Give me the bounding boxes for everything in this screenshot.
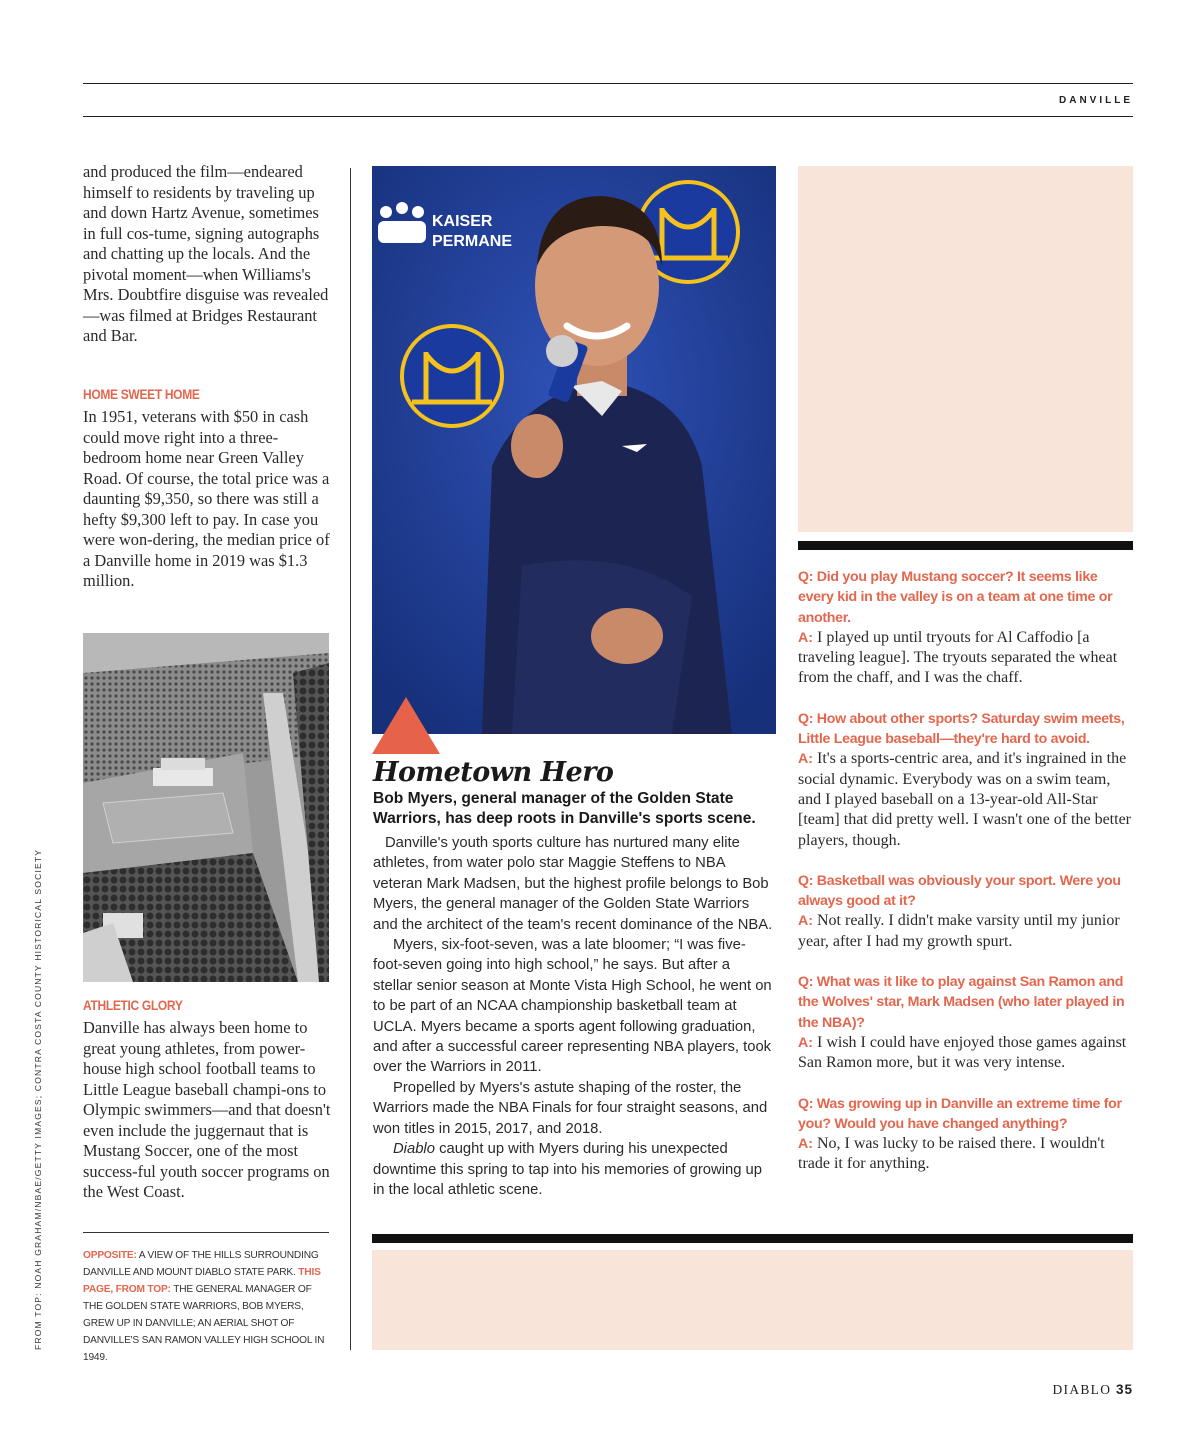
answer-label: A: (798, 913, 813, 930)
pink-panel-top (798, 166, 1133, 532)
feature-deck: Bob Myers, general manager of the Golden State Warriors, has deep roots in Danville's sports scene. (373, 790, 756, 827)
magazine-name-italic: Diablo (393, 1141, 435, 1158)
answer-3 (798, 911, 1134, 952)
sponsor-text-line2: PERMANE (432, 233, 513, 250)
header-rule-top (83, 83, 1133, 84)
caption-opposite-label: OPPOSITE: (83, 1250, 137, 1261)
athletic-glory-heading: ATHLETIC GLORY (83, 997, 183, 1013)
answer-5 (798, 1134, 1134, 1175)
answer-2 (798, 749, 1134, 850)
answer-5-text: No, I was lucky to be raised there. I wouldn't trade it for anything. (798, 1135, 1105, 1173)
section-label: DANVILLE (1059, 95, 1133, 106)
question-2: Q: How about other sports? Saturday swim meets, Little League baseball—they're hard to avoid. (798, 710, 1125, 748)
question-3: Q: Basketball was obviously your sport. Were you always good at it? (798, 872, 1121, 910)
photo-caption (83, 1247, 331, 1366)
magazine-name: DIABLO (1052, 1382, 1112, 1397)
answer-label: A: (798, 1136, 813, 1153)
answer-2-text: It's a sports-centric area, and it's ingrained in the social dynamic. Everybody was on a swim team, and I played baseball on a 13-year-old All-Star [team] that did pretty well. I wasn't one of the better players, though. (798, 750, 1131, 849)
feature-title: Hometown Hero (373, 757, 614, 788)
pink-panel-bottom (372, 1250, 1133, 1350)
feature-body (373, 833, 773, 1200)
answer-1 (798, 628, 1134, 689)
page-folio (1052, 1382, 1133, 1398)
answer-4 (798, 1033, 1134, 1074)
bob-myers-photo (372, 166, 776, 734)
aerial-photo-graphic (83, 633, 329, 982)
answer-label: A: (798, 1034, 813, 1051)
intro-paragraph: and produced the film—endeared himself to residents by traveling up and down Hartz Avenue, sometimes in full cos-tume, signing autographs and chatting up the locals. And the pivotal moment—when Williams's Mrs. Doubtfire disguise was revealed—was filmed at Bridges Restaurant and Bar. (83, 162, 329, 345)
caption-this-page-label: THIS PAGE, FROM TOP: (83, 1267, 321, 1295)
header-rule-bottom (83, 116, 1133, 117)
feature-paragraph-2: Myers, six-foot-seven, was a late bloomer; “I was five-foot-seven going into high school,” he says. But after a stellar senior season at Monte Vista High School, he went on to be part of an NCAA championship basketball team at UCLA. Myers became a sports agent following graduation, and after a successful career representing NBA players, took over the Warriors in 2011. (373, 937, 772, 1076)
warriors-logo-icon (402, 326, 502, 426)
accent-triangle (372, 697, 440, 754)
page-number: 35 (1115, 1382, 1133, 1397)
question-1: Q: Did you play Mustang soccer? It seems like every kid in the valley is on a team at one time or another. (798, 569, 1113, 626)
aerial-photo (83, 633, 329, 982)
answer-label: A: (798, 751, 813, 768)
feature-paragraph-4 (373, 1139, 773, 1200)
answer-1-text: I played up until tryouts for Al Caffodio [a traveling league]. The tryouts separated the wheat from the chaff, and I was the chaff. (798, 628, 1118, 687)
black-bar-bottom (372, 1234, 1133, 1243)
qa-section (798, 567, 1134, 1195)
home-sweet-home-heading: HOME SWEET HOME (83, 386, 200, 402)
caption-opposite-text: A VIEW OF THE HILLS SURROUNDING DANVILLE AND MOUNT DIABLO STATE PARK. (83, 1250, 319, 1278)
answer-label: A: (798, 629, 813, 646)
home-sweet-home-text: In 1951, veterans with $50 in cash could move right into a three-bedroom home near Green Valley Road. Of course, the total price was a daunting $9,350, so there was still a hefty $9,300 left to pay. In case you were won-dering, the median price of a Danville home in 2019 was $1.3 million. (83, 407, 330, 590)
feature-paragraph-1: Danville's youth sports culture has nurtured many elite athletes, from water polo star Maggie Steffens to NBA veteran Mark Madsen, but the highest profile belongs to Bob Myers, the general manager of the Golden State Warriors and the architect of the team's recent dominance of the NBA. (373, 835, 773, 933)
sponsor-text-line1: KAISER (432, 213, 493, 230)
question-5: Q: Was growing up in Danville an extreme time for you? Would you have changed anything? (798, 1095, 1122, 1132)
feature-paragraph-3: Propelled by Myers's astute shaping of the roster, the Warriors made the NBA Finals for four straight seasons, and won titles in 2015, 2017, and 2018. (373, 1079, 768, 1137)
caption-this-page-text: THE GENERAL MANAGER OF THE GOLDEN STATE WARRIORS, BOB MYERS, GREW UP IN DANVILLE; AN AERIAL SHOT OF DANVILLE'S SAN RAMON VALLEY HIGH SCHOOL IN 1949. (83, 1284, 325, 1363)
column-divider (350, 168, 351, 1350)
caption-rule (83, 1232, 329, 1233)
answer-4-text: I wish I could have enjoyed those games against San Ramon more, but it was very intense. (798, 1033, 1127, 1072)
black-bar-top (798, 541, 1133, 550)
kaiser-logo-icon (378, 202, 426, 243)
athletic-glory-text: Danville has always been home to great young athletes, from power-house high school football teams to Little League baseball champi-ons to Olympic swimmers—and that doesn't even include the juggernaut that is Mustang Soccer, one of the most success-ful youth soccer programs on the West Coast. (83, 1018, 331, 1201)
photo-credit: FROM TOP: NOAH GRAHAM/NBAE/GETTY IMAGES; CONTRA COSTA COUNTY HISTORICAL SOCIETY (33, 848, 43, 1350)
bob-myers-photo-graphic (372, 166, 776, 734)
question-4: Q: What was it like to play against San Ramon and the Wolves' star, Mark Madsen (who later played in the NBA)? (798, 974, 1125, 1031)
feature-paragraph-4-rest: caught up with Myers during his unexpected downtime this spring to tap into his memories of growing up in the local athletic scene. (373, 1141, 763, 1198)
answer-3-text: Not really. I didn't make varsity until my junior year, after I had my growth spurt. (798, 912, 1120, 950)
